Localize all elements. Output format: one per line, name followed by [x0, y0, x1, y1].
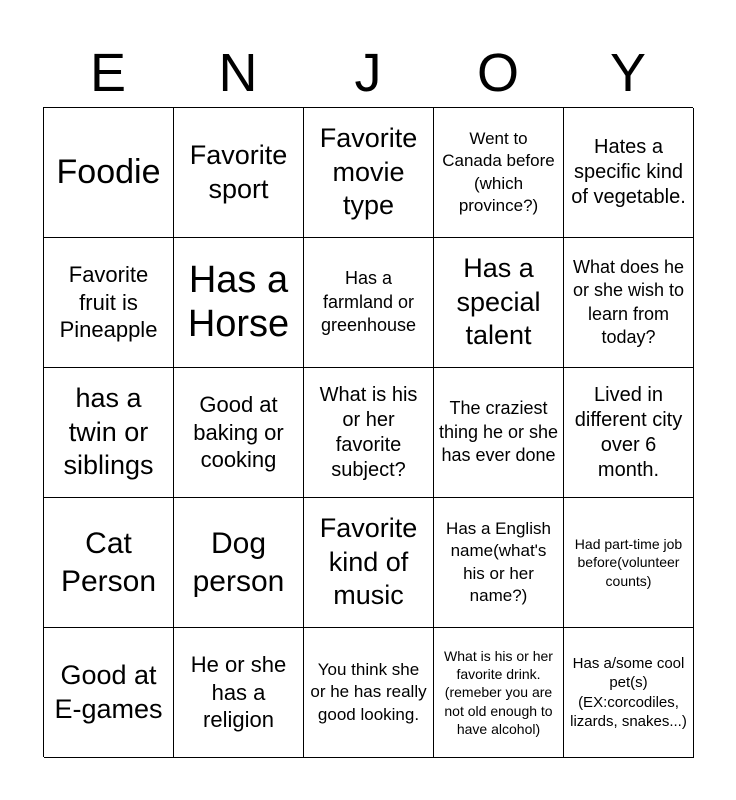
header-letter-n: N — [218, 43, 258, 103]
cell-text: Hates a specific kind of vegetable. — [571, 136, 686, 208]
cell-text: What does he or she wish to learn from today? — [572, 256, 685, 347]
bingo-cell-r5-c4[interactable] — [434, 628, 564, 758]
bingo-cell-r4-c5[interactable] — [564, 498, 694, 628]
bingo-cell-r2-c3[interactable] — [304, 238, 434, 368]
cell-text: Has a/some cool pet(s) (EX:corcodiles, lizards, snakes...) — [570, 654, 687, 730]
cell-text: Good at E-games — [54, 659, 163, 724]
cell-text: What is his or her favorite subject? — [319, 383, 418, 481]
bingo-cell-r5-c1[interactable] — [44, 628, 174, 758]
cell-text: Has a special talent — [456, 252, 541, 351]
cell-text: has a twin or siblings — [63, 382, 154, 481]
cell-text: Has a Horse — [187, 258, 290, 345]
cell-text: Favorite kind of music — [319, 512, 418, 611]
cell-text: Lived in different city over 6 month. — [574, 383, 683, 481]
cell-text: The craziest thing he or she has ever done — [438, 398, 559, 466]
bingo-header — [43, 40, 693, 106]
bingo-cell-r3-c3[interactable] — [304, 368, 434, 498]
bingo-cell-r5-c5[interactable] — [564, 628, 694, 758]
cell-text: Good at baking or cooking — [193, 392, 284, 473]
cell-text: Went to Canada before (which province?) — [442, 129, 555, 215]
cell-text: Dog person — [192, 527, 285, 598]
bingo-cell-r1-c4[interactable] — [434, 108, 564, 238]
cell-text: Foodie — [56, 152, 161, 191]
bingo-cell-r2-c1[interactable] — [44, 238, 174, 368]
bingo-cell-r4-c2[interactable] — [174, 498, 304, 628]
bingo-cell-r3-c2[interactable] — [174, 368, 304, 498]
bingo-cell-r1-c1[interactable] — [44, 108, 174, 238]
header-letter-y: Y — [609, 43, 647, 103]
bingo-cell-r2-c4[interactable] — [434, 238, 564, 368]
cell-text: Has a farmland or greenhouse — [320, 268, 417, 336]
cell-text: Had part-time job before(volunteer counts) — [574, 536, 683, 589]
cell-text: Favorite movie type — [319, 122, 418, 221]
bingo-cell-r3-c5[interactable] — [564, 368, 694, 498]
bingo-cell-r3-c1[interactable] — [44, 368, 174, 498]
bingo-cell-r2-c5[interactable] — [564, 238, 694, 368]
cell-text: Cat Person — [60, 527, 157, 598]
cell-text: Has a English name(what's his or her name?) — [446, 519, 551, 605]
cell-text: Favorite sport — [189, 139, 288, 204]
bingo-cell-r5-c3[interactable] — [304, 628, 434, 758]
bingo-cell-r4-c4[interactable] — [434, 498, 564, 628]
header-letter-e: E — [89, 43, 127, 103]
cell-text: He or she has a religion — [190, 652, 287, 733]
bingo-cell-r2-c2[interactable] — [174, 238, 304, 368]
bingo-cell-r1-c3[interactable] — [304, 108, 434, 238]
header-letter-o: O — [476, 43, 519, 103]
bingo-grid — [43, 107, 693, 757]
cell-text: You think she or he has really good looking. — [310, 660, 427, 724]
bingo-cell-r4-c1[interactable] — [44, 498, 174, 628]
bingo-cell-r1-c5[interactable] — [564, 108, 694, 238]
bingo-cell-r1-c2[interactable] — [174, 108, 304, 238]
header-letter-j: J — [354, 43, 382, 103]
cell-text: What is his or her favorite drink.(remeber you are not old enough to have alcohol) — [444, 648, 553, 737]
bingo-cell-r4-c3[interactable] — [304, 498, 434, 628]
cell-text: Favorite fruit is Pineapple — [59, 262, 158, 343]
bingo-cell-r3-c4[interactable] — [434, 368, 564, 498]
bingo-cell-r5-c2[interactable] — [174, 628, 304, 758]
